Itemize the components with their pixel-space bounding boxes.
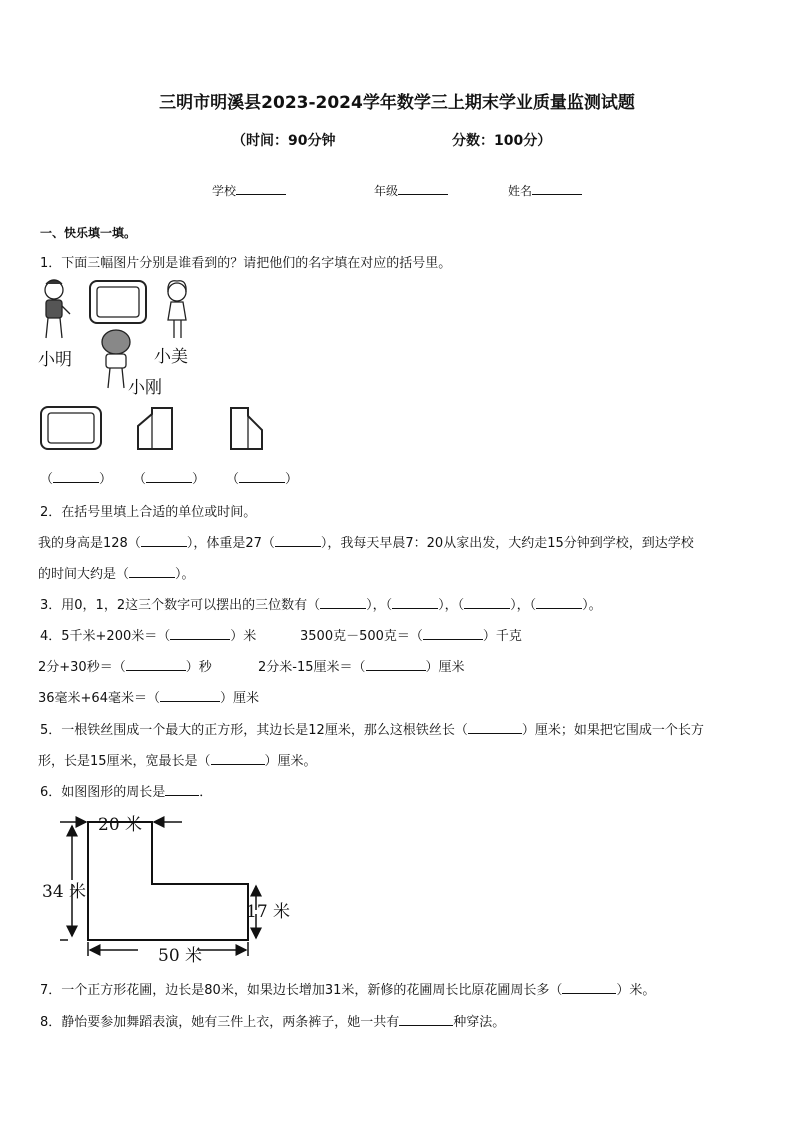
question-2-line-1: 我的身高是128（ ），体重是27（ ），我每天早晨7：20从家出发，大约走15分钟到学校，到达学校 bbox=[38, 536, 694, 551]
blank-arrival[interactable] bbox=[129, 565, 175, 578]
label-left: 34 米 bbox=[42, 882, 87, 902]
question-7: 7．一个正方形花圃，边长是80米，如果边长增加31米，新修的花圃周长比原花圃周长多（ ）米。 bbox=[40, 983, 656, 998]
answer-blank-1[interactable]: （ ） bbox=[40, 472, 113, 487]
blank-height[interactable] bbox=[141, 534, 187, 547]
tv-figure bbox=[90, 281, 146, 323]
question-5-line-2: 形，长是15厘米，宽最长是（ ）厘米。 bbox=[38, 754, 317, 769]
section-heading: 一、快乐填一填。 bbox=[40, 226, 137, 240]
exam-time: （时间：90分钟 bbox=[232, 133, 336, 149]
grade-label: 年级 bbox=[374, 184, 399, 198]
name-field[interactable] bbox=[508, 182, 582, 199]
blank-weight[interactable] bbox=[275, 534, 321, 547]
side-view-left bbox=[138, 408, 172, 449]
question-4-a: 4．5千米+200米＝（ ）米 bbox=[40, 629, 257, 644]
l-shape-outline bbox=[88, 822, 248, 940]
girl-xiaomei-figure bbox=[168, 281, 186, 338]
school-label: 学校 bbox=[212, 184, 237, 198]
viewers-illustration bbox=[34, 276, 214, 396]
grade-field[interactable] bbox=[374, 182, 448, 199]
boy-xiaoming-figure bbox=[45, 280, 70, 338]
dimension-arrows bbox=[60, 822, 256, 956]
question-8: 8．静怡要参加舞蹈表演，她有三件上衣，两条裤子，她一共有 种穿法。 bbox=[40, 1015, 506, 1030]
three-views bbox=[38, 404, 278, 454]
label-bottom: 50 米 bbox=[158, 946, 203, 966]
name-label: 姓名 bbox=[508, 184, 533, 198]
question-6: 6．如图图形的周长是 ． bbox=[40, 785, 213, 800]
question-4-b: 3500克－500克＝（ ）千克 bbox=[300, 629, 522, 644]
exam-score: 分数：100分） bbox=[452, 133, 552, 149]
question-4-d: 2分米-15厘米＝（ ）厘米 bbox=[258, 660, 465, 675]
answer-blank-3[interactable]: （ ） bbox=[226, 472, 299, 487]
question-4-e: 36毫米+64毫米＝（ ）厘米 bbox=[38, 691, 259, 706]
answer-blank-2[interactable]: （ ） bbox=[133, 472, 206, 487]
question-4-c: 2分+30秒＝（ ）秒 bbox=[38, 660, 212, 675]
question-3: 3．用0，1，2这三个数字可以摆出的三位数有（ ），（ ），（ ），（ ）。 bbox=[40, 598, 602, 613]
label-right: 17 米 bbox=[246, 902, 291, 922]
label-top: 20 米 bbox=[98, 815, 143, 835]
name-xiaomei: 小美 bbox=[154, 347, 188, 367]
question-1: 1．下面三幅图片分别是谁看到的？请把他们的名字填在对应的括号里。 bbox=[40, 256, 452, 271]
school-field[interactable] bbox=[212, 182, 286, 199]
page-title: 三明市明溪县2023-2024学年数学三上期末学业质量监测试题 bbox=[159, 93, 635, 113]
front-view-tv bbox=[41, 407, 101, 449]
name-xiaogang: 小刚 bbox=[128, 378, 162, 398]
boy-xiaogang-figure bbox=[102, 330, 130, 388]
side-view-right bbox=[231, 408, 262, 449]
question-5-line-1: 5．一根铁丝围成一个最大的正方形，其边长是12厘米，那么这根铁丝长（ ）厘米；如果把它围成一个长方 bbox=[40, 723, 704, 738]
question-2-line-2: 的时间大约是（ ）。 bbox=[38, 567, 195, 582]
question-2: 2．在括号里填上合适的单位或时间。 bbox=[40, 505, 257, 520]
name-xiaoming: 小明 bbox=[38, 350, 72, 370]
